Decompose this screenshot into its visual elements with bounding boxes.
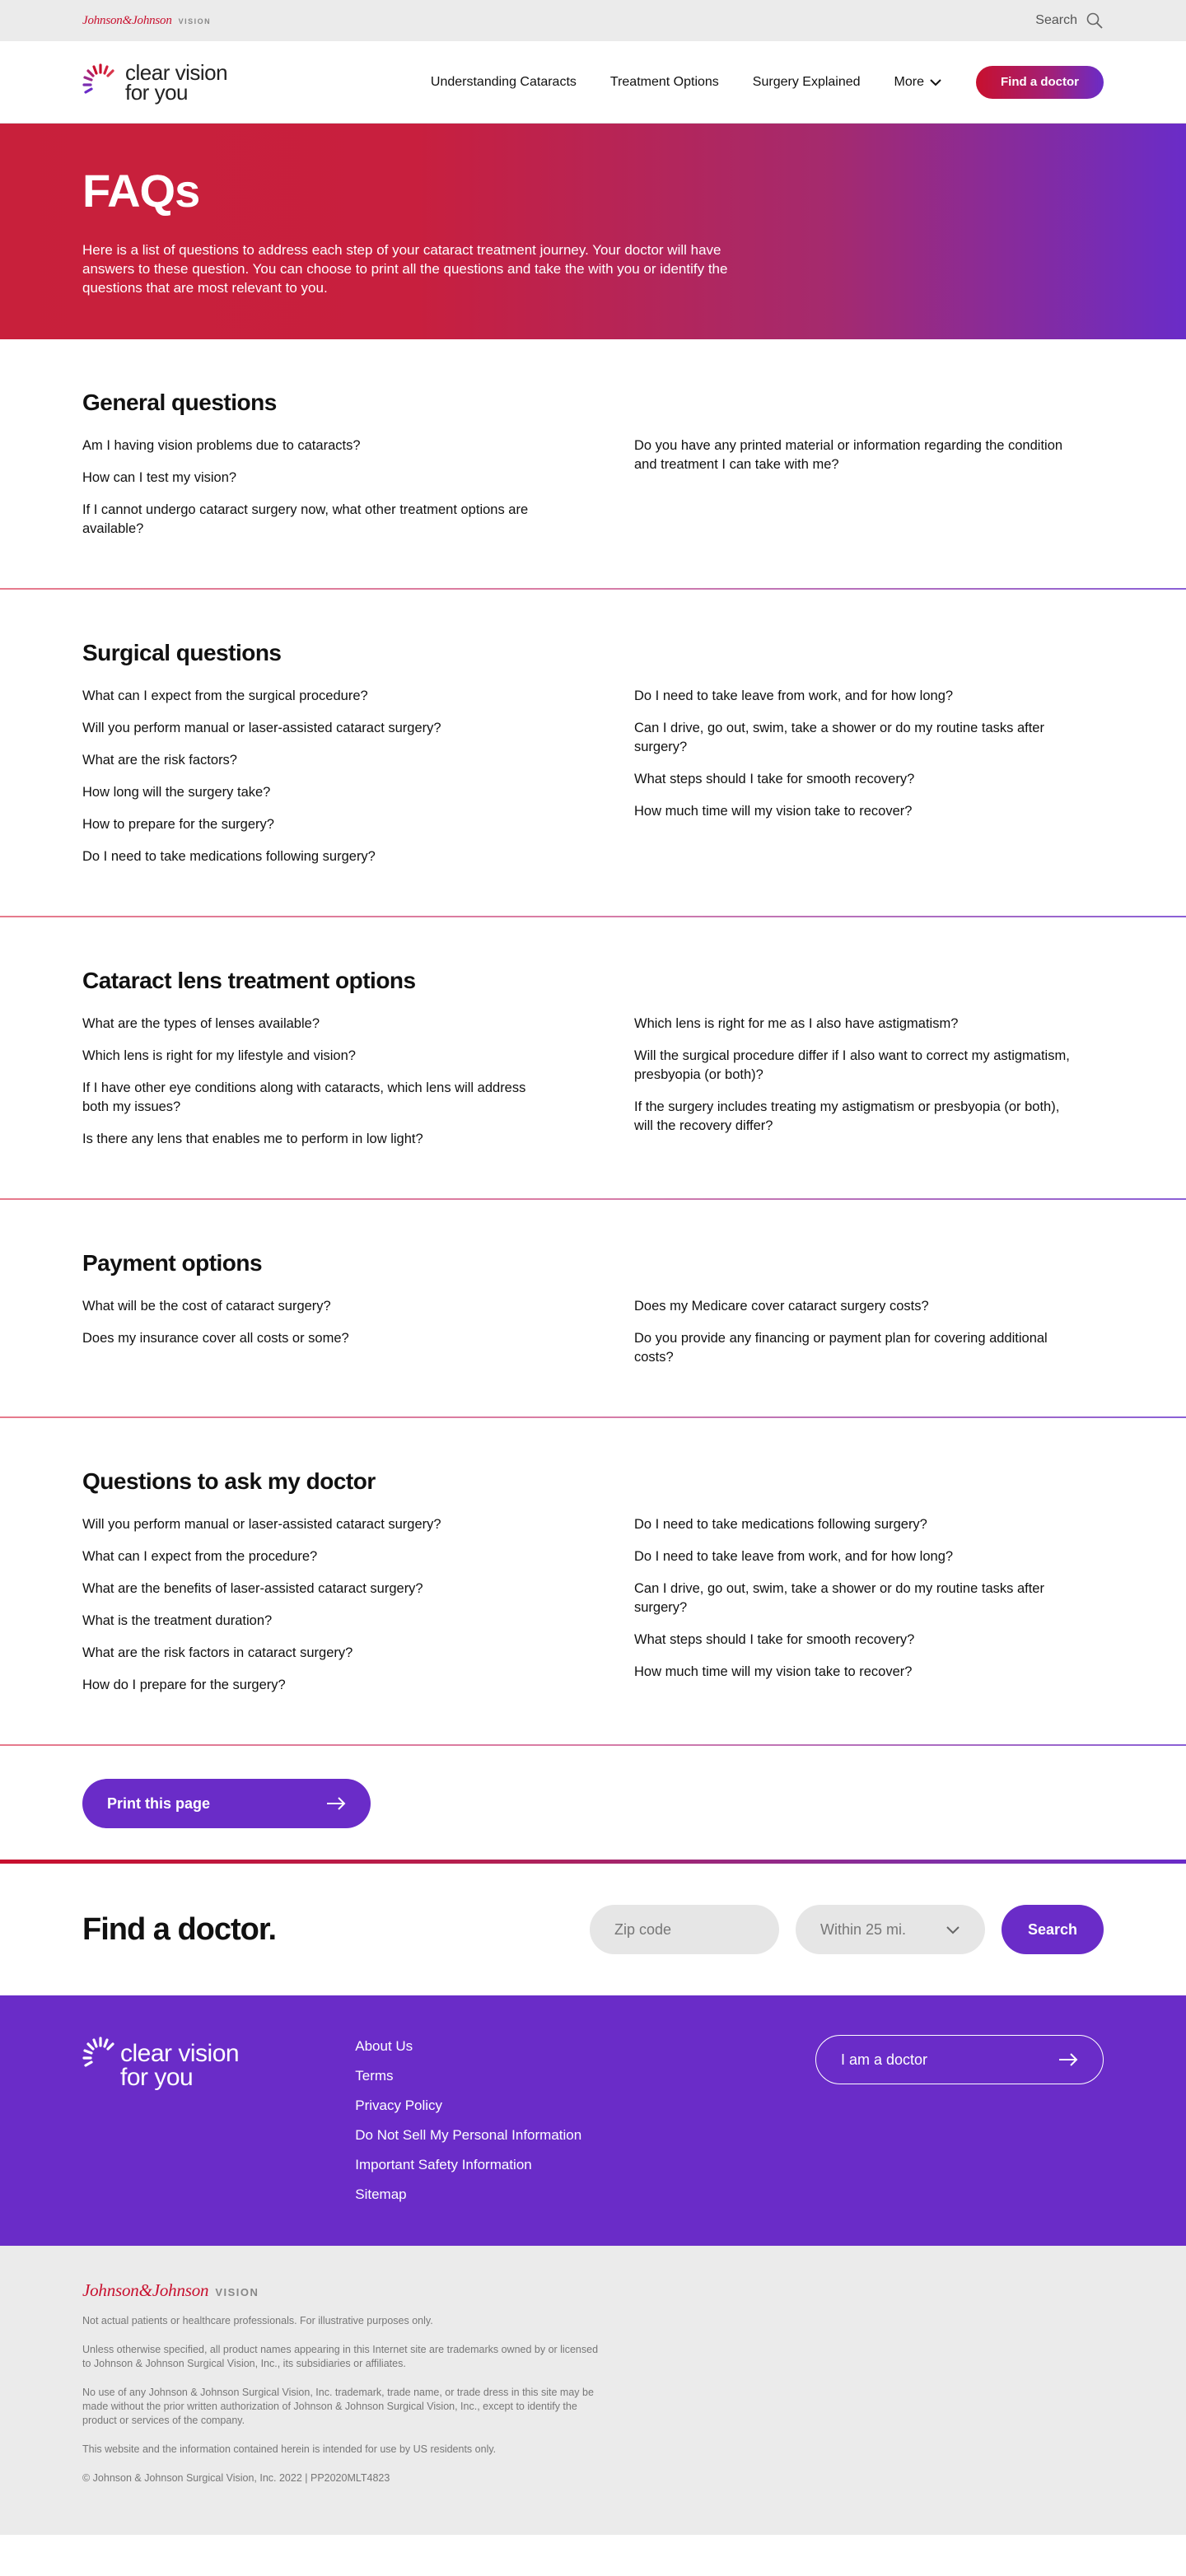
utility-search-label: Search bbox=[1035, 13, 1077, 27]
logo-line-2: for you bbox=[125, 79, 188, 105]
footer-link-do-not-sell[interactable]: Do Not Sell My Personal Information bbox=[355, 2127, 582, 2143]
legal-text: Unless otherwise specified, all product names appearing in this Internet site are trademarks owned by or licensed to Johnson & Johnson Surgical Vision, Inc., its subsidiaries or affiliates. bbox=[82, 2344, 599, 2369]
hero-banner bbox=[0, 124, 1186, 339]
faq-question: How much time will my vision take to recover? bbox=[634, 1664, 913, 1679]
faq-question: How can I test my vision? bbox=[82, 470, 237, 485]
faq-section bbox=[0, 339, 1186, 588]
legal-text: This website and the information contained herein is intended for use by US residents only. bbox=[82, 2443, 497, 2455]
print-area bbox=[0, 1746, 1186, 1860]
faq-column-left bbox=[82, 1015, 634, 1162]
sunburst-logo-icon bbox=[82, 2035, 119, 2076]
faq-column-right bbox=[634, 1297, 1104, 1380]
site-footer bbox=[0, 1995, 1186, 2246]
faq-question: Will the surgical procedure differ if I also want to correct my astigmatism, presbyopia (or both)? bbox=[634, 1048, 1070, 1082]
faq-column-left bbox=[82, 1515, 634, 1708]
faq-question: What steps should I take for smooth recovery? bbox=[634, 1632, 915, 1647]
faq-question: What are the benefits of laser-assisted cataract surgery? bbox=[82, 1581, 423, 1596]
arrow-right-icon bbox=[326, 1797, 346, 1810]
nav-surgery-explained[interactable]: Surgery Explained bbox=[752, 74, 861, 89]
search-icon bbox=[1086, 12, 1104, 30]
faq-question: What are the risk factors in cataract surgery? bbox=[82, 1645, 353, 1660]
faq-column-left bbox=[82, 1297, 634, 1380]
faq-column-left bbox=[82, 687, 634, 880]
footer-logo-line-1: clear vision bbox=[120, 2040, 240, 2067]
faq-question: Will you perform manual or laser-assisted cataract surgery? bbox=[82, 721, 441, 735]
footer-link-sitemap[interactable]: Sitemap bbox=[355, 2186, 407, 2202]
faq-section bbox=[0, 1418, 1186, 1744]
find-a-doctor-button[interactable]: Find a doctor bbox=[976, 66, 1104, 99]
faq-question: What can I expect from the procedure? bbox=[82, 1549, 318, 1564]
jj-vision-label: VISION bbox=[178, 16, 212, 26]
faq-columns bbox=[82, 436, 1104, 552]
legal-text: Not actual patients or healthcare professionals. For illustrative purposes only. bbox=[82, 2315, 433, 2326]
legal-section bbox=[0, 2246, 1186, 2535]
jj-wordmark: Johnson&Johnson bbox=[82, 2280, 209, 2300]
faq-columns bbox=[82, 1515, 1104, 1708]
faq-section-title: Cataract lens treatment options bbox=[82, 968, 416, 993]
chevron-down-icon bbox=[929, 77, 942, 87]
nav-understanding-cataracts[interactable]: Understanding Cataracts bbox=[430, 74, 577, 89]
faq-column-right bbox=[634, 1515, 1104, 1708]
faq-question: How to prepare for the surgery? bbox=[82, 817, 274, 832]
faq-question: Which lens is right for my lifestyle and vision? bbox=[82, 1048, 356, 1063]
footer-link-privacy-policy[interactable]: Privacy Policy bbox=[355, 2098, 443, 2113]
faq-column-left bbox=[82, 436, 634, 552]
faq-question: How much time will my vision take to recover? bbox=[634, 804, 913, 819]
nav-treatment-options[interactable]: Treatment Options bbox=[609, 74, 719, 89]
faq-question: Does my insurance cover all costs or some? bbox=[82, 1331, 349, 1346]
faq-question: Can I drive, go out, swim, take a shower or do my routine tasks after surgery? bbox=[634, 1581, 1044, 1615]
faq-columns bbox=[82, 1297, 1104, 1380]
faq-sections bbox=[0, 339, 1186, 1746]
faq-section bbox=[0, 590, 1186, 916]
jj-vision-logo[interactable] bbox=[82, 14, 211, 28]
faq-section-title: Payment options bbox=[82, 1250, 263, 1276]
faq-question: Does my Medicare cover cataract surgery costs? bbox=[634, 1299, 929, 1314]
faq-columns bbox=[82, 687, 1104, 880]
faq-question: Do you provide any financing or payment plan for covering additional costs? bbox=[634, 1331, 1048, 1365]
faq-section-title: Questions to ask my doctor bbox=[82, 1468, 376, 1494]
faq-column-right bbox=[634, 1015, 1104, 1162]
faq-question: What steps should I take for smooth recovery? bbox=[634, 772, 915, 786]
faq-section bbox=[0, 1200, 1186, 1416]
faq-question: Do I need to take leave from work, and for how long? bbox=[634, 1549, 954, 1564]
faq-section bbox=[0, 917, 1186, 1198]
faq-question: What are the types of lenses available? bbox=[82, 1016, 320, 1031]
jj-vision-label: VISION bbox=[215, 2286, 259, 2298]
print-page-button[interactable] bbox=[82, 1779, 371, 1828]
copyright-text: © Johnson & Johnson Surgical Vision, Inc. 2022 | PP2020MLT4823 bbox=[82, 2472, 390, 2484]
zip-code-input[interactable]: Zip code bbox=[590, 1905, 779, 1954]
distance-select-value: Within 25 mi. bbox=[820, 1920, 907, 1938]
footer-link-terms[interactable]: Terms bbox=[355, 2068, 394, 2084]
chevron-down-icon bbox=[946, 1925, 960, 1934]
faq-question: What are the risk factors? bbox=[82, 753, 237, 768]
faq-column-right bbox=[634, 436, 1104, 552]
site-logo[interactable] bbox=[82, 59, 228, 105]
faq-question: Can I drive, go out, swim, take a shower or do my routine tasks after surgery? bbox=[634, 721, 1044, 754]
i-am-a-doctor-label: I am a doctor bbox=[841, 2051, 928, 2068]
legal-text: No use of any Johnson & Johnson Surgical Vision, Inc. trademark, trade name, or trade dress in this site may be made without the prior written authorization of Johnson & Johnson Surgical Vision, Inc., except to identify the product or services of the company. bbox=[82, 2387, 594, 2426]
faq-question: Do you have any printed material or information regarding the condition and treatment I can take with me? bbox=[634, 438, 1063, 472]
utility-bar bbox=[0, 0, 1186, 41]
find-doctor-section bbox=[0, 1864, 1186, 1995]
distance-select[interactable] bbox=[796, 1905, 985, 1954]
find-doctor-title: Find a doctor. bbox=[82, 1911, 277, 1947]
footer-link-about-us[interactable]: About Us bbox=[355, 2038, 413, 2054]
jj-wordmark: Johnson&Johnson bbox=[82, 13, 172, 27]
faq-question: Is there any lens that enables me to perform in low light? bbox=[82, 1132, 423, 1146]
footer-link-safety-info[interactable]: Important Safety Information bbox=[355, 2157, 532, 2172]
sunburst-logo-icon bbox=[82, 62, 122, 103]
main-nav bbox=[431, 66, 1104, 99]
faq-question: What can I expect from the surgical procedure? bbox=[82, 688, 368, 703]
faq-question: If I have other eye conditions along with cataracts, which lens will address both my issues? bbox=[82, 1080, 526, 1114]
faq-question: If I cannot undergo cataract surgery now, what other treatment options are available? bbox=[82, 502, 529, 536]
faq-question: Do I need to take leave from work, and for how long? bbox=[634, 688, 954, 703]
footer-links bbox=[355, 2035, 815, 2246]
faq-question: Which lens is right for me as I also have astigmatism? bbox=[634, 1016, 959, 1031]
faq-question: What is the treatment duration? bbox=[82, 1613, 273, 1628]
faq-question: Am I having vision problems due to cataracts? bbox=[82, 438, 361, 453]
faq-question: How long will the surgery take? bbox=[82, 785, 271, 800]
utility-search[interactable] bbox=[1035, 12, 1104, 30]
find-doctor-search-button[interactable]: Search bbox=[1002, 1905, 1104, 1954]
faq-section-title: General questions bbox=[82, 390, 277, 415]
faq-question: How do I prepare for the surgery? bbox=[82, 1678, 286, 1692]
faq-question: Will you perform manual or laser-assisted cataract surgery? bbox=[82, 1517, 441, 1532]
arrow-right-icon bbox=[1058, 2053, 1078, 2066]
hero-intro: Here is a list of questions to address each step of your cataract treatment journey. Your doctor will have answers to these question. You can choose to print all the questions and take the with you or identify the questions that are most relevant to you. bbox=[82, 242, 728, 296]
faq-question: If the surgery includes treating my astigmatism or presbyopia (or both), will the recovery differ? bbox=[634, 1099, 1060, 1133]
site-header bbox=[0, 41, 1186, 124]
nav-more[interactable] bbox=[894, 75, 942, 90]
faq-question: What will be the cost of cataract surgery? bbox=[82, 1299, 331, 1314]
print-page-label: Print this page bbox=[107, 1794, 211, 1812]
footer-logo-line-2: for you bbox=[120, 2064, 194, 2091]
page-title: FAQs bbox=[82, 165, 200, 217]
faq-column-right bbox=[634, 687, 1104, 880]
nav-more-label: More bbox=[894, 74, 924, 89]
faq-question: Do I need to take medications following surgery? bbox=[82, 849, 376, 864]
jj-vision-logo[interactable] bbox=[82, 2280, 1104, 2300]
footer-logo[interactable] bbox=[82, 2035, 355, 2246]
faq-columns bbox=[82, 1015, 1104, 1162]
faq-question: Do I need to take medications following surgery? bbox=[634, 1517, 927, 1532]
find-doctor-form bbox=[590, 1905, 1104, 1954]
i-am-a-doctor-button[interactable] bbox=[815, 2035, 1104, 2084]
faq-section-title: Surgical questions bbox=[82, 640, 282, 665]
logo-line-1: clear vision bbox=[125, 59, 228, 85]
